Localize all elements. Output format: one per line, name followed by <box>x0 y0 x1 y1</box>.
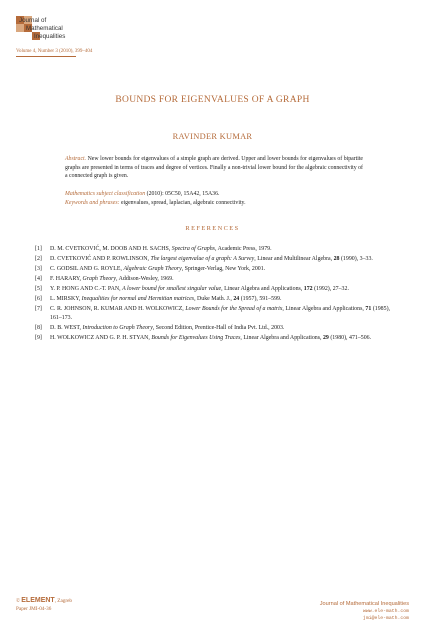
reference-title: A lower bound for smallest singular value <box>122 286 222 292</box>
reference-volume: 71 <box>365 306 372 312</box>
volume-rule <box>16 56 76 57</box>
reference-item <box>35 265 390 274</box>
reference-pages: (1957), 591–599. <box>239 296 282 302</box>
reference-number: [4] <box>35 276 42 282</box>
reference-number: [9] <box>35 334 42 341</box>
reference-authors: D. M. CVETKOVIĆ, M. DOOB AND H. SACHS, <box>50 246 171 252</box>
publisher-city: , Zagreb <box>54 598 72 604</box>
references-heading: REFERENCES <box>185 225 240 232</box>
reference-title: Lower Bounds for the Spread of a matrix <box>185 306 283 312</box>
reference-title: Algebraic Graph Theory <box>123 266 182 272</box>
reference-source: , Duke Math. J., <box>194 296 234 302</box>
paper-title: BOUNDS FOR EIGENVALUES OF A GRAPH <box>115 95 310 105</box>
reference-volume: 29 <box>322 334 329 341</box>
reference-number: [8] <box>35 324 42 331</box>
reference-authors: D. B. WEST, <box>50 324 82 331</box>
journal-name-line2: Mathematical <box>26 25 63 32</box>
reference-volume: 28 <box>333 256 340 262</box>
abstract <box>65 155 363 181</box>
reference-number: [5] <box>35 286 42 292</box>
reference-authors: C. GODSIL AND G. ROYLE, <box>50 266 122 272</box>
volume-line: Volume 4, Number 3 (2010), 399–404 <box>16 49 93 54</box>
reference-source: , Linear and Multilinear Algebra, <box>254 256 334 262</box>
reference-item <box>35 255 390 264</box>
abstract-text: New lower bounds for eigenvalues of a simple graph are derived. Upper and lower bounds for eigenvalues of bipartite graphs are presented in terms of traces and degree of vertices. Finally a non-trivial lower bound for the algebraic connectivity of a connected graph is given. <box>65 156 364 180</box>
reference-item <box>35 275 390 284</box>
msc-label: Mathematics subject classification <box>65 191 146 197</box>
footer-journal-name: Journal of Mathematical Inequalities <box>319 601 409 607</box>
reference-authors: F. HARARY, <box>50 276 82 282</box>
reference-item <box>35 334 390 343</box>
keywords-text: eigenvalues, spread, laplacian, algebraic connectivity. <box>121 199 246 206</box>
classification <box>65 190 363 207</box>
reference-volume: 24 <box>233 296 240 302</box>
reference-pages: (1980), 471–506. <box>328 334 372 341</box>
reference-pages: (1990), 3–33. <box>339 256 373 262</box>
reference-source: , Linear Algebra and Applications, <box>221 286 304 292</box>
reference-source: , Linear Algebra and Applications, <box>240 334 323 341</box>
reference-source: , Second Edition, Prentice-Hall of India Pvt. Ltd., 2003. <box>152 324 285 331</box>
footer-journal <box>320 601 409 622</box>
reference-number: [6] <box>35 296 42 302</box>
journal-logo <box>16 16 76 46</box>
reference-item <box>35 295 390 304</box>
reference-source: , Addison-Wesley, 1969. <box>116 276 174 282</box>
copyright-symbol: © <box>16 598 20 604</box>
reference-title: Spectra of Graphs <box>171 246 215 252</box>
reference-item <box>35 324 390 333</box>
paper-id: Paper JMI-04-36 <box>16 606 52 612</box>
reference-authors: D. CVETKOVIĆ AND P. ROWLINSON, <box>50 256 149 262</box>
reference-pages: (1992), 27–32. <box>312 286 349 292</box>
reference-title: Inequalities for normal and Hermitian matrices <box>81 296 195 302</box>
reference-number: [3] <box>35 266 42 272</box>
reference-pages: (1985), 161–173. <box>50 306 391 321</box>
journal-email[interactable]: jmi@ele-math.com <box>362 616 409 621</box>
abstract-label: Abstract. <box>65 156 87 162</box>
reference-number: [2] <box>35 256 42 262</box>
reference-title: The largest eigenvalue of a graph: A Survey <box>150 256 255 262</box>
reference-authors: L. MIRSKY, <box>50 296 81 302</box>
reference-source: , Linear Algebra and Applications, <box>282 306 366 312</box>
reference-authors: C. R. JOHNSON, R. KUMAR AND H. WOLKOWICZ, <box>50 306 184 312</box>
footer-publisher <box>16 597 72 613</box>
logo-square <box>16 24 24 32</box>
reference-source: , Academic Press, 1979. <box>214 246 272 252</box>
publisher-logo: ELEMENT <box>21 597 55 604</box>
msc-text: (2010): 05C50, 15A42, 15A36. <box>146 191 220 197</box>
reference-item <box>35 285 390 294</box>
keywords-label: Keywords and phrases: <box>65 199 120 206</box>
reference-volume: 172 <box>303 286 313 292</box>
reference-item <box>35 245 390 254</box>
reference-title: Introduction to Graph Theory <box>82 324 153 331</box>
reference-authors: H. WOLKOWICZ AND G. P. H. STYAN, <box>50 334 150 341</box>
journal-name-line1: Journal of <box>19 17 47 24</box>
references-list <box>35 245 391 344</box>
reference-number: [1] <box>35 246 42 252</box>
reference-authors: Y. P. HONG AND C.-T. PAN, <box>50 286 121 292</box>
journal-url[interactable]: www.ele-math.com <box>362 609 409 614</box>
paper-author: RAVINDER KUMAR <box>172 132 253 141</box>
reference-number: [7] <box>35 306 42 312</box>
reference-item <box>35 305 391 322</box>
reference-source: , Springer-Verlag, New York, 2001. <box>181 266 266 272</box>
reference-title: Bounds for Eigenvalues Using Traces <box>151 334 241 341</box>
reference-title: Graph Theory <box>82 276 117 282</box>
journal-name-line3: Inequalities <box>34 33 66 40</box>
